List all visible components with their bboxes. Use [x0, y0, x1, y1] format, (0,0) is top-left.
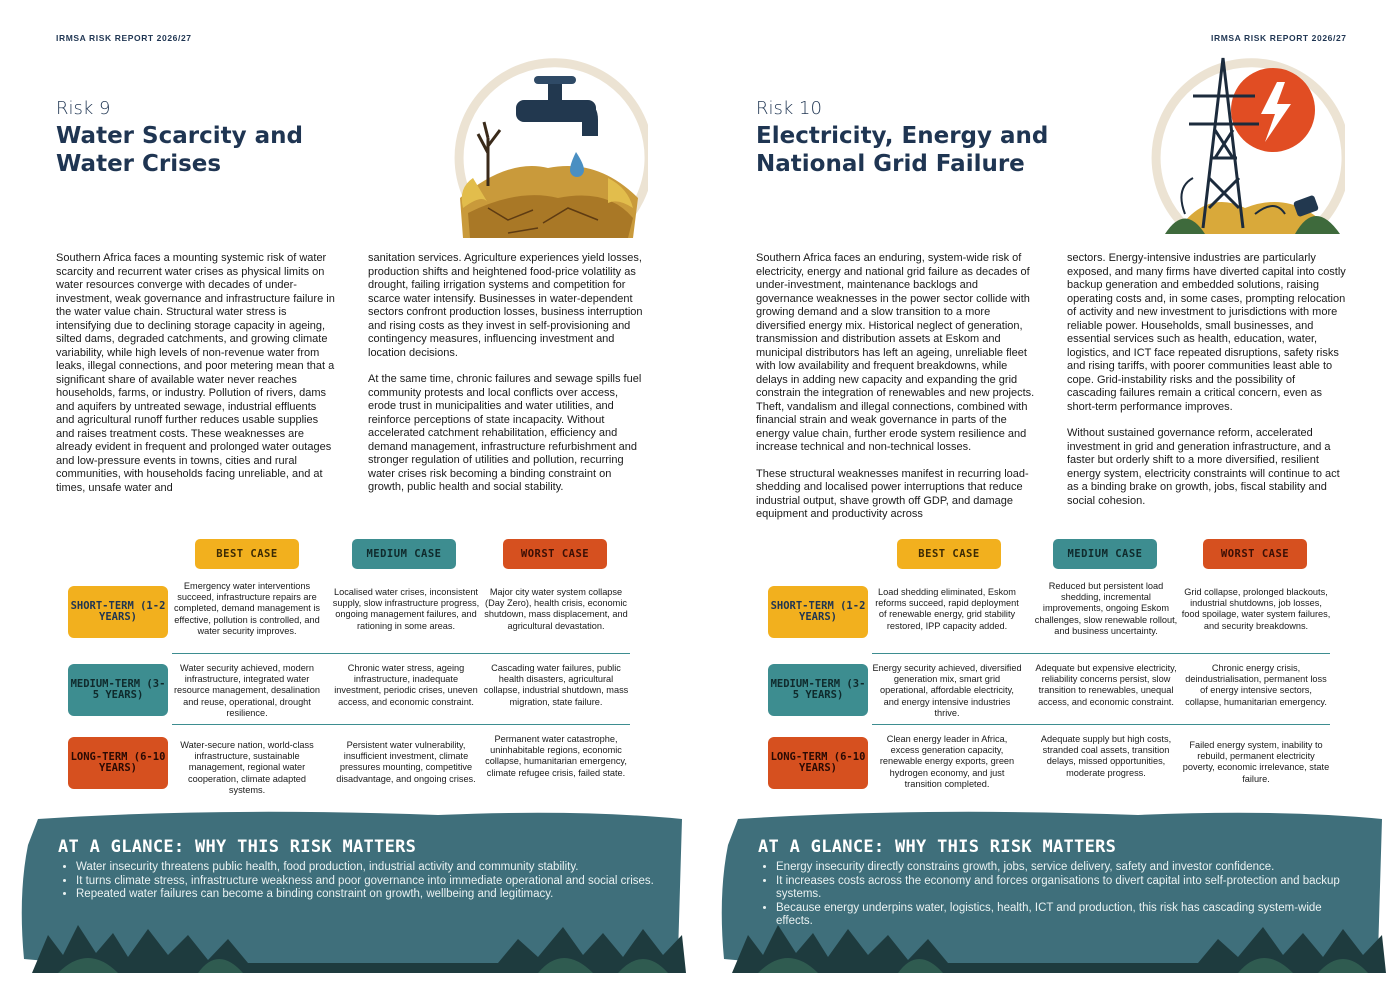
paragraph: Without sustained governance reform, accelerated investment in grid and generation infrastructure, and a faster but orderly shift to a more diversified, resilient energy system, electricity constraints will continue to act as a binding brake on growth, jobs, fiscal stability and social cohesion. [1067, 427, 1340, 507]
medium-term-best: Energy security achieved, diversified generation mix, smart grid operational, affordable electricity, and energy intensive industries thrive. [872, 663, 1022, 718]
body-column-1 [56, 252, 336, 508]
glance-title: AT A GLANCE: WHY THIS RISK MATTERS [58, 837, 417, 857]
long-term-best: Clean energy leader in Africa, excess generation capacity, renewable energy exports, green hydrogen economy, and just transition completed. [879, 734, 1015, 789]
paragraph: These structural weaknesses manifest in recurring load-shedding and localised power interruptions that reduce industrial output, shave growth off GDP, and damage equipment and productivity across [756, 467, 1029, 520]
long-term-medium: Adequate supply but high costs, stranded coal assets, transition delays, missed opportunities, moderate progress. [1040, 734, 1172, 778]
medium-term-medium: Adequate but expensive electricity, reliability concerns persist, slow transition to renewables, unequal access, and economic constraint. [1035, 663, 1177, 707]
body-column-2 [368, 252, 648, 508]
short-term-best: Emergency water interventions succeed, infrastructure repairs are completed, demand management is effective, pollution is controlled, and water security improves. [173, 581, 321, 636]
risk-title: Water Scarcity and Water Crises [56, 123, 303, 177]
medium-term-label: MEDIUM-TERM (3-5 YEARS) [68, 664, 168, 716]
body-column-2 [1067, 252, 1347, 521]
long-term-label: LONG-TERM (6-10 YEARS) [768, 737, 868, 789]
long-term-worst: Permanent water catastrophe, uninhabitable regions, economic collapse, humanitarian emergency, climate refugee crisis, failed state. [485, 734, 627, 778]
long-term-label: LONG-TERM (6-10 YEARS) [68, 737, 168, 789]
glance-bullets [760, 861, 1356, 929]
paragraph: Southern Africa faces a mounting systemic risk of water scarcity and recurrent water crises as physical limits on water resources converge with decades of under-investment, weak governance and infrastructure failure in the water value chain. Structural water stress is intensifying due to declining storage capacity in ageing, silted dams, degraded catchments, and growing climate variability, while high levels of non-revenue water from leaks, illegal connections, and poor metering mean that a significant share of available water never reaches households, farms, or industry. Pollution of rivers, dams and aquifers by untreated sewage, industrial effluents and agricultural runoff further reduces usable supplies and raises treatment costs. These weaknesses are already evident in frequent and prolonged water outages and low-pressure events in towns, cities and rural communities, with households facing unreliable, and at times, unsafe water and [56, 252, 335, 494]
medium-term-worst: Chronic energy crisis, deindustrialisation, permanent loss of energy intensive sectors, collapse, humanitarian emergency. [1185, 663, 1327, 707]
paragraph: Southern Africa faces an enduring, system-wide risk of electricity, energy and national grid failure as decades of under-investment, maintenance backlogs and governance weaknesses in the power sector collide with growing demand and a slow transition to a more diversified energy mix. Historical neglect of generation, transmission and distribution assets at Eskom and municipal distributors has left an ageing, unreliable fleet with low availability and frequent breakdowns, while delays in adding new capacity and expanding the grid constrain the integration of renewables and new projects. Theft, vandalism and illegal connections, combined with financial strain and weak governance in parts of the energy value chain, further erode system resilience and increase technical and non-technical losses. [756, 252, 1035, 453]
long-term-worst: Failed energy system, inability to rebuild, permanent electricity poverty, economic irrelevance, state failure. [1182, 740, 1330, 784]
paragraph: sectors. Energy-intensive industries are particularly exposed, and many firms have diverted capital into costly backup generation and embedded solutions, raising operating costs and, in some cases, prompting relocation of activity and new investment to jurisdictions with more reliable power. Households, small businesses, and essential services such as health, education, water, logistics, and ICT face repeated disruptions, safety risks and rising tariffs, with poorer communities least able to cope. Grid-instability risks and the possibility of cascading failures remain a critical concern, even as short-term performance improves. [1067, 252, 1346, 413]
risk-number: Risk 9 [56, 98, 111, 119]
risk-title: Electricity, Energy and National Grid Failure [756, 123, 1049, 177]
short-term-label: SHORT-TERM (1-2 YEARS) [68, 586, 168, 638]
medium-term-worst: Cascading water failures, public health disasters, agricultural collapse, industrial shutdown, mass migration, state failure. [483, 663, 629, 707]
short-term-best: Load shedding eliminated, Eskom reforms succeed, rapid deployment of renewable energy, grid stability restored, IPP capacity added. [875, 587, 1019, 631]
long-term-best: Water-secure nation, world-class infrastructure, sustainable management, regional water cooperation, climate adapted systems. [180, 740, 314, 795]
body-column-1 [756, 252, 1036, 535]
glance-bullet: • Energy insecurity directly constrains growth, jobs, service delivery, safety and investor confidence. [776, 861, 1356, 875]
row-divider [872, 724, 1330, 725]
worst-case-header: WORST CASE [503, 539, 607, 569]
at-a-glance-panel [18, 805, 686, 973]
best-case-header: BEST CASE [195, 539, 299, 569]
dripping-tap-illustration [448, 38, 648, 244]
short-term-label: SHORT-TERM (1-2 YEARS) [768, 586, 868, 638]
row-divider [872, 653, 1330, 654]
paragraph: sanitation services. Agriculture experiences yield losses, production shifts and heightened food-price volatility as drought, failing irrigation systems and competition for scarce water intensify. Businesses in water-dependent sectors confront production losses, business interruption and rising costs as they invest in self-provisioning and contingency measures, influencing investment and location decisions. [368, 252, 643, 359]
medium-term-best: Water security achieved, modern infrastructure, integrated water resource management, desalination and reuse, operational, drought resilience. [173, 663, 321, 718]
short-term-medium: Localised water crises, inconsistent supply, slow infrastructure progress, ongoing management failures, and rationing in some areas. [332, 587, 480, 631]
worst-case-header: WORST CASE [1203, 539, 1307, 569]
short-term-worst: Major city water system collapse (Day Zero), health crisis, economic shutdown, mass displacement, and agricultural devastation. [484, 587, 628, 631]
medium-case-header: MEDIUM CASE [352, 539, 456, 569]
power-pylon-illustration [1145, 38, 1345, 244]
running-head: IRMSA RISK REPORT 2026/27 [1211, 33, 1347, 43]
short-term-medium: Reduced but persistent load shedding, incremental improvements, ongoing Eskom challenges, slow renewable rollout, and business uncertainty. [1034, 581, 1178, 636]
risk-number: Risk 10 [756, 98, 822, 119]
row-divider [172, 653, 630, 654]
medium-case-header: MEDIUM CASE [1053, 539, 1157, 569]
medium-term-label: MEDIUM-TERM (3-5 YEARS) [768, 664, 868, 716]
paragraph: At the same time, chronic failures and sewage spills fuel community protests and local conflicts over access, erode trust in municipalities and water utilities, and reinforce perceptions of state incapacity. Without accelerated catchment rehabilitation, efficiency and demand management, infrastructure refurbishment and stronger regulation of utilities and pollution, recurring water crises risk becoming a binding constraint on growth, public health and social stability. [368, 373, 642, 493]
glance-bullet: • Because energy underpins water, logistics, health, ICT and production, this risk has cascading system-wide effects. [776, 902, 1356, 929]
long-term-medium: Persistent water vulnerability, insufficient investment, climate pressures mounting, competitive disadvantage, and ongoing crises. [336, 740, 476, 784]
medium-term-medium: Chronic water stress, ageing infrastructure, inadequate investment, periodic crises, uneven access, and economic constraint. [334, 663, 478, 707]
glance-bullets [60, 861, 656, 902]
page-risk-10 [700, 0, 1400, 991]
glance-bullet: • It increases costs across the economy and forces organisations to divert capital into self-protection and backup systems. [776, 875, 1356, 902]
at-a-glance-panel [718, 805, 1386, 973]
glance-bullet: • Water insecurity threatens public health, food production, industrial activity and community stability. [76, 861, 656, 875]
running-head: IRMSA RISK REPORT 2026/27 [56, 33, 192, 43]
best-case-header: BEST CASE [897, 539, 1001, 569]
glance-title: AT A GLANCE: WHY THIS RISK MATTERS [758, 837, 1117, 857]
glance-bullet: • Repeated water failures can become a binding constraint on growth, wellbeing and legitimacy. [76, 888, 656, 902]
row-divider [172, 724, 630, 725]
short-term-worst: Grid collapse, prolonged blackouts, industrial shutdowns, job losses, food spoilage, water system failures, and security breakdowns. [1181, 587, 1331, 631]
glance-bullet: • It turns climate stress, infrastructure weakness and poor governance into immediate operational and social crises. [76, 875, 656, 889]
